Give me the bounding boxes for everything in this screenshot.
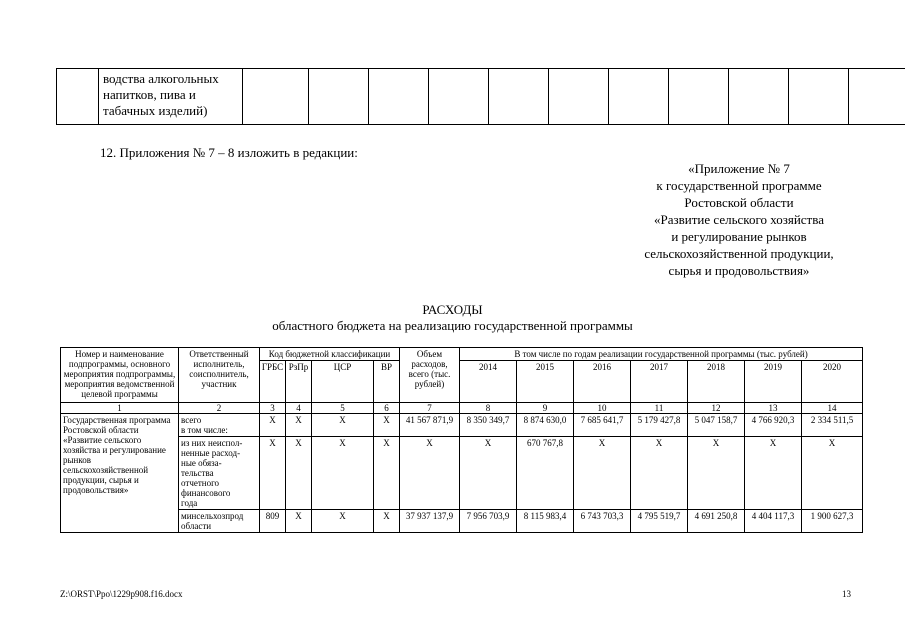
csr-cell: X (312, 414, 374, 437)
header-year: 2020 (802, 361, 863, 403)
header-row (61, 348, 863, 361)
year-value-cell: 4 691 250,8 (688, 510, 745, 533)
appendix-line: сельскохозяйственной продукции, (644, 246, 834, 261)
header-year: 2016 (574, 361, 631, 403)
year-value-cell: 2 334 511,5 (802, 414, 863, 437)
header-by-years: В том числе по годам реализации государственной программы (тыс. рублей) (460, 348, 863, 361)
year-value-cell: X (574, 437, 631, 510)
appendix-header (600, 160, 878, 279)
year-value-cell: X (631, 437, 688, 510)
vr-cell: X (374, 414, 400, 437)
column-number: 4 (286, 403, 312, 414)
column-number: 3 (260, 403, 286, 414)
table-cell (729, 69, 789, 125)
header-year: 2018 (688, 361, 745, 403)
year-value-cell: 5 179 427,8 (631, 414, 688, 437)
text-line: табачных изделий) (103, 103, 208, 118)
csr-cell: X (312, 437, 374, 510)
header-year: 2019 (745, 361, 802, 403)
table-cell (789, 69, 849, 125)
year-value-cell: 8 115 983,4 (517, 510, 574, 533)
header-rzpr: РзПр (286, 361, 312, 403)
table-cell (489, 69, 549, 125)
header-csr: ЦСР (312, 361, 374, 403)
appendix-line: и регулирование рынков (671, 229, 807, 244)
column-number: 12 (688, 403, 745, 414)
rzpr-cell: X (286, 437, 312, 510)
year-value-cell: 4 404 117,3 (745, 510, 802, 533)
rzpr-cell: X (286, 414, 312, 437)
grbs-cell: 809 (260, 510, 286, 533)
column-number: 7 (400, 403, 460, 414)
appendix-line: к государственной программе (656, 178, 822, 193)
year-value-cell: 670 767,8 (517, 437, 574, 510)
year-value-cell: 5 047 158,7 (688, 414, 745, 437)
table-cell (669, 69, 729, 125)
text-line: напитков, пива и (103, 87, 196, 102)
header-year: 2015 (517, 361, 574, 403)
header-volume: Объем расходов, всего (тыс. рублей) (400, 348, 460, 403)
year-value-cell: 8 350 349,7 (460, 414, 517, 437)
header-year: 2017 (631, 361, 688, 403)
appendix-line: «Приложение № 7 (688, 161, 790, 176)
rzpr-cell: X (286, 510, 312, 533)
column-number: 8 (460, 403, 517, 414)
appendix-line: «Развитие сельского хозяйства (654, 212, 824, 227)
column-number: 1 (61, 403, 179, 414)
year-value-cell: X (688, 437, 745, 510)
table-row (61, 414, 863, 437)
column-number: 11 (631, 403, 688, 414)
column-number: 10 (574, 403, 631, 414)
continuation-text (99, 69, 243, 125)
column-number: 2 (179, 403, 260, 414)
year-value-cell: 4 795 519,7 (631, 510, 688, 533)
column-number: 13 (745, 403, 802, 414)
document-subtitle: областного бюджета на реализацию государственной программы (272, 318, 633, 333)
footer-file-path: Z:\ORST\Ppo\1229p908.f16.docx (60, 589, 183, 599)
table-cell (609, 69, 669, 125)
year-value-cell: 1 900 627,3 (802, 510, 863, 533)
header-name: Номер и наименование подпрограммы, основного мероприятия подпрограммы, мероприятия ведомственной целевой программы (61, 348, 179, 403)
table-cell (429, 69, 489, 125)
table-row (61, 437, 863, 510)
appendix-line: сырья и продовольствия» (668, 263, 810, 278)
header-grbs: ГРБС (260, 361, 286, 403)
table-row (61, 510, 863, 533)
total-cell: 41 567 871,9 (400, 414, 460, 437)
table-cell (549, 69, 609, 125)
year-value-cell: 6 743 703,3 (574, 510, 631, 533)
text-line: водства алкогольных (103, 71, 219, 86)
year-value-cell: 7 956 703,9 (460, 510, 517, 533)
column-number: 14 (802, 403, 863, 414)
table-cell (369, 69, 429, 125)
numbering-row (61, 403, 863, 414)
document-title: РАСХОДЫ (422, 302, 483, 317)
grbs-cell: X (260, 414, 286, 437)
total-cell: X (400, 437, 460, 510)
year-value-cell: 7 685 641,7 (574, 414, 631, 437)
continuation-table (56, 68, 905, 125)
header-vr: ВР (374, 361, 400, 403)
program-name: Государственная программа Ростовской области «Развитие сельского хозяйства и регулирование рынков сельскохозяйственной продукции, сырья и продовольствия» (61, 414, 179, 533)
table-cell (57, 69, 99, 125)
amendment-paragraph: 12. Приложения № 7 – 8 изложить в редакции: (100, 145, 358, 160)
header-executor: Ответственный исполнитель, соисполнитель, участник (179, 348, 260, 403)
year-value-cell: 4 766 920,3 (745, 414, 802, 437)
appendix-line: Ростовской области (684, 195, 794, 210)
table-cell (849, 69, 905, 125)
column-number: 6 (374, 403, 400, 414)
expenses-table (60, 347, 863, 533)
year-value-cell: X (745, 437, 802, 510)
page-number: 13 (842, 589, 851, 599)
executor-cell: всего в том числе: (179, 414, 260, 437)
header-budget-code: Код бюджетной классификации (260, 348, 400, 361)
executor-cell: из них неиспол- ненные расход- ные обяза- тельства отчетного финансового года (179, 437, 260, 510)
year-value-cell: 8 874 630,0 (517, 414, 574, 437)
vr-cell: X (374, 510, 400, 533)
column-number: 5 (312, 403, 374, 414)
table-cell (309, 69, 369, 125)
total-cell: 37 937 137,9 (400, 510, 460, 533)
continuation-row (57, 69, 905, 125)
csr-cell: X (312, 510, 374, 533)
year-value-cell: X (802, 437, 863, 510)
header-year: 2014 (460, 361, 517, 403)
vr-cell: X (374, 437, 400, 510)
column-number: 9 (517, 403, 574, 414)
grbs-cell: X (260, 437, 286, 510)
table-cell (243, 69, 309, 125)
executor-cell: минсельхозпрод области (179, 510, 260, 533)
year-value-cell: X (460, 437, 517, 510)
